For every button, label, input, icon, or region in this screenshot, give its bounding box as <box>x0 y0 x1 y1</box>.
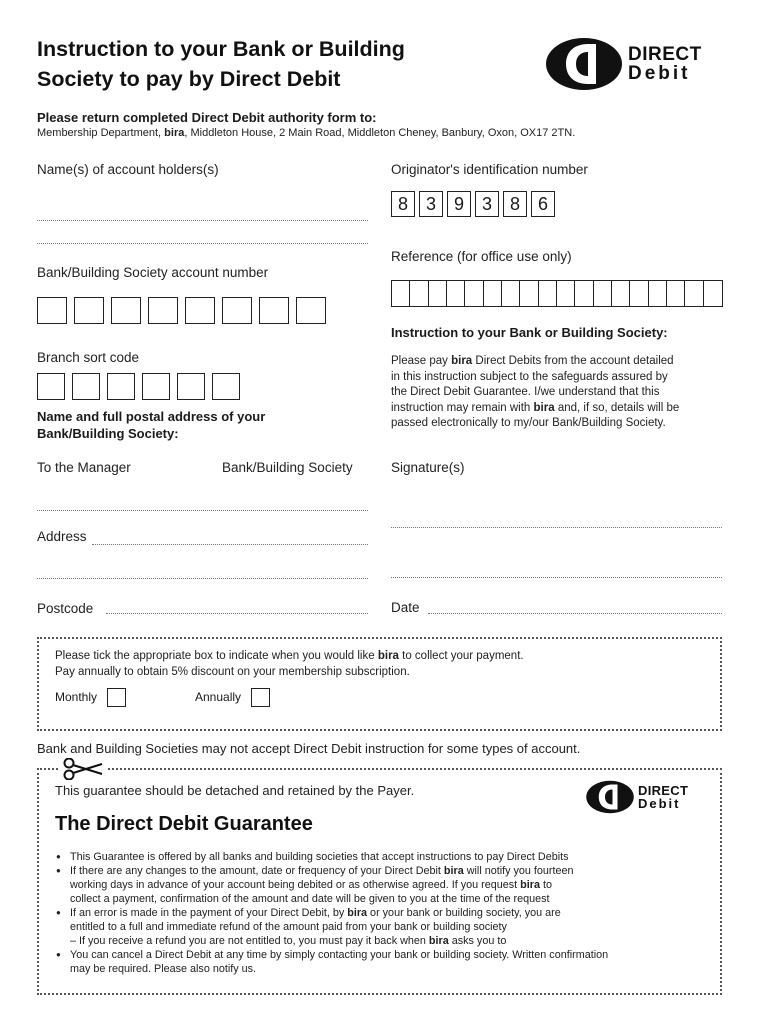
guarantee-item-cont: entitled to a full and immediate refund of the amount paid from your bank or building society <box>70 921 507 933</box>
sort-digit-box[interactable] <box>177 373 205 400</box>
sort-code-boxes[interactable] <box>37 373 247 400</box>
signature-line-1[interactable] <box>391 527 722 528</box>
originator-digit: 8 <box>503 191 527 217</box>
originator-digit: 6 <box>531 191 555 217</box>
guarantee-item-cont: collect a payment, confirmation of the amount and date will be given to you at the time of the request <box>70 893 550 905</box>
originator-label: Originator's identification number <box>391 162 588 177</box>
account-digit-box[interactable] <box>74 297 104 324</box>
direct-debit-logo: DIRECT Debit <box>544 36 724 92</box>
postcode-line[interactable] <box>106 613 368 614</box>
originator-digit: 9 <box>447 191 471 217</box>
bank-address-heading: Name and full postal address of your Bank/Building Society: <box>37 409 266 441</box>
date-line[interactable] <box>428 613 722 614</box>
guarantee-title: The Direct Debit Guarantee <box>55 813 313 835</box>
sort-digit-box[interactable] <box>142 373 170 400</box>
guarantee-item: ● If an error is made in the payment of your Direct Debit, by bira or your bank or building society, you are <box>56 906 716 920</box>
signature-label: Signature(s) <box>391 460 465 475</box>
address-line-1[interactable] <box>92 544 368 545</box>
scissors-icon <box>58 758 108 785</box>
return-heading: Please return completed Direct Debit authority form to: <box>37 110 377 125</box>
originator-digit: 3 <box>475 191 499 217</box>
sort-digit-box[interactable] <box>37 373 65 400</box>
instruction-heading: Instruction to your Bank or Building Society: <box>391 325 668 340</box>
account-digit-box[interactable] <box>111 297 141 324</box>
signature-line-2[interactable] <box>391 577 722 578</box>
disclaimer: Bank and Building Societies may not accept Direct Debit instruction for some types of account. <box>37 741 581 756</box>
annually-label: Annually <box>195 690 242 704</box>
monthly-label: Monthly <box>55 690 98 704</box>
direct-debit-logo-small-icon <box>585 779 635 815</box>
account-digit-box[interactable] <box>37 297 67 324</box>
account-holders-line-2[interactable] <box>37 243 368 244</box>
sort-code-label: Branch sort code <box>37 350 140 365</box>
originator-digit: 3 <box>419 191 443 217</box>
guarantee-item: ● This Guarantee is offered by all banks and building societies that accept instructions to pay Direct Debits <box>56 850 716 864</box>
reference-boxes[interactable] <box>391 280 723 307</box>
account-number-boxes[interactable] <box>37 297 333 324</box>
guarantee-item-cont: may be required. Please also notify us. <box>70 963 257 975</box>
guarantee-item-cont: – If you receive a refund you are not entitled to, you must pay it back when bira asks you to <box>70 935 507 947</box>
account-holders-line-1[interactable] <box>37 220 368 221</box>
direct-debit-logo-icon <box>544 36 624 92</box>
account-digit-box[interactable] <box>222 297 252 324</box>
postcode-label: Postcode <box>37 601 94 616</box>
sort-digit-box[interactable] <box>212 373 240 400</box>
sort-digit-box[interactable] <box>107 373 135 400</box>
manager-line[interactable] <box>37 510 368 511</box>
instruction-text: Please pay bira Direct Debits from the account detailed in this instruction subject to the safeguards assured by the Direct Debit Guarantee. I/we understand that this instruction may remain with bira and, if so, details will be passed electronically to my/our Bank/Building Society. <box>391 355 680 429</box>
account-holders-label: Name(s) of account holders(s) <box>37 162 219 177</box>
address-line-2[interactable] <box>37 578 368 579</box>
account-digit-box[interactable] <box>148 297 178 324</box>
account-digit-box[interactable] <box>185 297 215 324</box>
account-digit-box[interactable] <box>296 297 326 324</box>
reference-label: Reference (for office use only) <box>391 249 572 264</box>
bank-society-label: Bank/Building Society <box>222 460 353 475</box>
account-number-label: Bank/Building Society account number <box>37 265 269 280</box>
account-digit-box[interactable] <box>259 297 289 324</box>
return-address: Membership Department, bira, Middleton House, 2 Main Road, Middleton Cheney, Banbury, Oxon, OX17 2TN. <box>37 127 576 139</box>
originator-digit: 8 <box>391 191 415 217</box>
monthly-checkbox[interactable] <box>107 688 126 707</box>
detach-note: This guarantee should be detached and retained by the Payer. <box>55 783 415 798</box>
address-label: Address <box>37 529 87 544</box>
sort-digit-box[interactable] <box>72 373 100 400</box>
annually-checkbox[interactable] <box>251 688 270 707</box>
date-label: Date <box>391 600 420 615</box>
originator-digits <box>391 191 559 217</box>
guarantee-item-cont: working days in advance of your account being debited or as otherwise agreed. If you request bira to <box>70 879 552 891</box>
payment-frequency-box <box>37 637 722 731</box>
guarantee-list <box>56 850 716 976</box>
form-title: Instruction to your Bank or Building Society to pay by Direct Debit <box>37 37 405 91</box>
guarantee-item: ● You can cancel a Direct Debit at any time by simply contacting your bank or building society. Written confirmation <box>56 948 716 962</box>
guarantee-item: ● If there are any changes to the amount, date or frequency of your Direct Debit bira will notify you fourteen <box>56 864 716 878</box>
to-manager-label: To the Manager <box>37 460 131 475</box>
payment-instructions: Please tick the appropriate box to indicate when you would like bira to collect your payment. Pay annually to obtain 5% discount on your membership subscription. <box>55 650 524 678</box>
direct-debit-logo-small: DIRECT Debit <box>585 778 710 816</box>
